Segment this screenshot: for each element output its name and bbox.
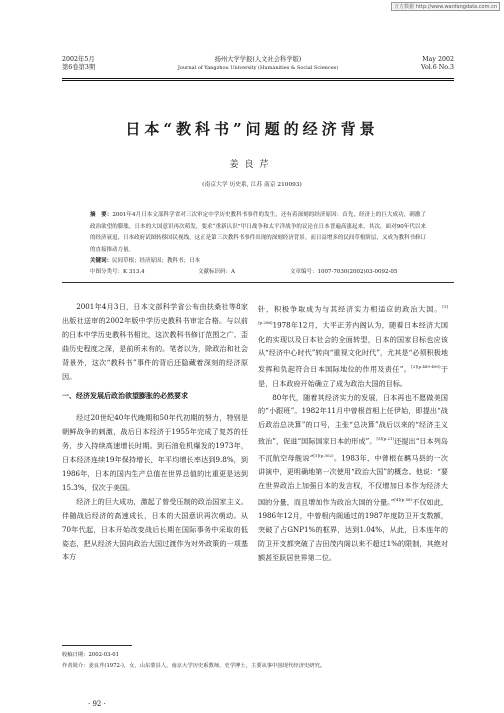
header-volume-en: Vol.6 No.3 xyxy=(421,64,454,71)
text-run: 80年代，随着其经济实力的发展，日本再也不愿做美国的“小跟班”。1982年11月中曾根首相上任伊始，即提出“战后政治总决算”的口号，主张“总决算”战后以来的“经济主义致治”，促进“国际国家日本的形成”。 xyxy=(258,392,448,446)
citation: [2](p.489-490) xyxy=(411,364,441,370)
abstract xyxy=(90,210,426,257)
citation: [1](p.302) xyxy=(313,452,334,458)
author-name: 姜良芹 xyxy=(229,160,275,170)
section-separator xyxy=(62,282,454,283)
citation: [4](p.58) xyxy=(394,496,413,502)
text-run: 1978年12月，大平正芳内阁认为，随着日本经济大国化的实现以及日本社会的全面转型，日本的国家目标也应该从“经济中心时代”转向“重视文化时代”，尤其是“必须积极地发挥和负起符合日本国际地位的作用及责任”。 xyxy=(258,320,448,374)
watermark: 万方数据 http://www.wanfangdata.com.cn xyxy=(391,2,500,11)
author-affiliation: (南京大学 历史系, 江苏 南京 210093) xyxy=(202,182,302,188)
text-run: 于是，日本政府开始确立了成为政治大国的目标。 xyxy=(258,364,448,388)
body-paragraph xyxy=(258,300,448,391)
body-paragraph xyxy=(258,391,448,565)
text-run: 不仅如此，1986年12月，中曾根内阁通过的1987年度防卫开支数额，突破了占GNP1%的框界，达到1.04%，从此，日本连年的防卫开支都突破了吉田茂内阁以来不超过1%的限制，其绝对额甚至跃居世界第二位。 xyxy=(258,496,449,562)
header-rule-thin xyxy=(62,80,454,81)
text-run: 还提出“日本列岛不沉航空母舰说” xyxy=(258,436,448,462)
header-date: 2002年5月 xyxy=(62,56,95,63)
abstract-label: 摘 要： xyxy=(90,212,113,218)
footnote-received: 收稿日期：2002-03-01 xyxy=(62,652,120,658)
body-paragraph: 经济上的巨大成功，激起了曾受压制的政治国家主义。伴随战后经济的高速成长，日本的大国意识再次萌动。从70年代起，日本开始改变战后长期在国际事务中采取的低姿态，把从经济大国向政治大国过渡作为对外政策的一项基本方 xyxy=(62,496,248,562)
body-paragraph: 经过20世纪40年代晚期和50年代初期的努力，特别是朝鲜战争的刺激，战后日本经济于1955年完成了复苏的任务，步入持续高速增长时期。到石油危机爆发的1973年，日本经济连续19年保持增长，年平均增长率达到9.8%，到1986年，日本的国内生产总值在世界总值的比重更是达到15.3%，仅次于美国。 xyxy=(62,413,248,492)
footnote-rule xyxy=(62,645,132,646)
header-volume: 第6卷第3期 xyxy=(62,64,96,71)
article-title: 日本“教科书”问题的经济背景 xyxy=(125,120,379,138)
keywords xyxy=(90,256,200,264)
section-heading: 一、经济发展后政治欲望膨胀的必然要求 xyxy=(62,392,188,401)
header-center xyxy=(140,56,376,72)
journal-title-en: Journal of Yangzhou University (Humanities & Social Sciences) xyxy=(177,65,339,71)
header-left xyxy=(62,56,95,72)
body-left-column xyxy=(62,300,248,564)
footnote-author-bio: 作者简介：姜良芹(1972-)，女，山东蒙县人，南京大学历史系教师，史学博士，主要从事中国现代经济史研究。 xyxy=(62,663,326,669)
journal-title-cn: 扬州大学学报(人文社会科学版) xyxy=(214,56,302,63)
header-rule xyxy=(62,78,454,79)
text-run: 。1983年，中曾根在羁马县的一次讲演中，更明确地第一次使用“政治大国”的概念。他说：“要在世界政治上加强日本的发言权，不仅增加日本作为经济大国的分量，而且增加作为政治大国的分量。” xyxy=(258,452,448,506)
document-code: 文献标识码：A xyxy=(198,269,235,275)
citation: [1](p.286) xyxy=(258,304,448,326)
body-paragraph: 2001年4月3日，日本文部科学省公布由扶桑社等8家出版社送审的2002年版中学历史教科书审定合格。与以前的日本中学历史教科书相比，这次教科书修订范围之广、歪曲历史程度之深，是前所未有的。笔者以为，除政治和社会背景外，这次“教科书”事件的背后还隐藏着深刻的经济原因。 xyxy=(62,302,248,381)
header-right xyxy=(421,56,454,72)
citation: [3](p.21) xyxy=(376,436,395,442)
abstract-text: 2001年4月日本文部科学省对三次审定中学历史教科书事件的发生，还有着深刻的经济原因：首先，经济上的巨大成功，刺激了政治欲望的膨胀，日本的大国意识再次萌发，要求“重新认识”甲日战争和太平洋战争的议论在日本普遍高涨起来。其次，面对90年代以来的经济衰退，日本政府试图转移国民视线，这正是第三次教科书事件出现的深刻经济背景。而日益增多的民间草根阶层，又成为教科书修订的直接推动力量。 xyxy=(90,212,426,254)
keywords-label: 关键词： xyxy=(90,258,113,264)
body-right-column xyxy=(258,300,448,564)
text-run: 针，积极争取成为与其经济实力相适应的政治大国。 xyxy=(258,304,443,314)
clc-number: 中图分类号：K 313.4 xyxy=(90,269,145,275)
article-number: 文章编号：1007-7030(2002)03-0092-05 xyxy=(290,269,398,275)
page-number: · 92 · xyxy=(88,700,106,708)
keywords-text: 民间草根；经济原因；教科书；日本 xyxy=(112,258,201,264)
header-date-en: May 2002 xyxy=(422,56,454,63)
